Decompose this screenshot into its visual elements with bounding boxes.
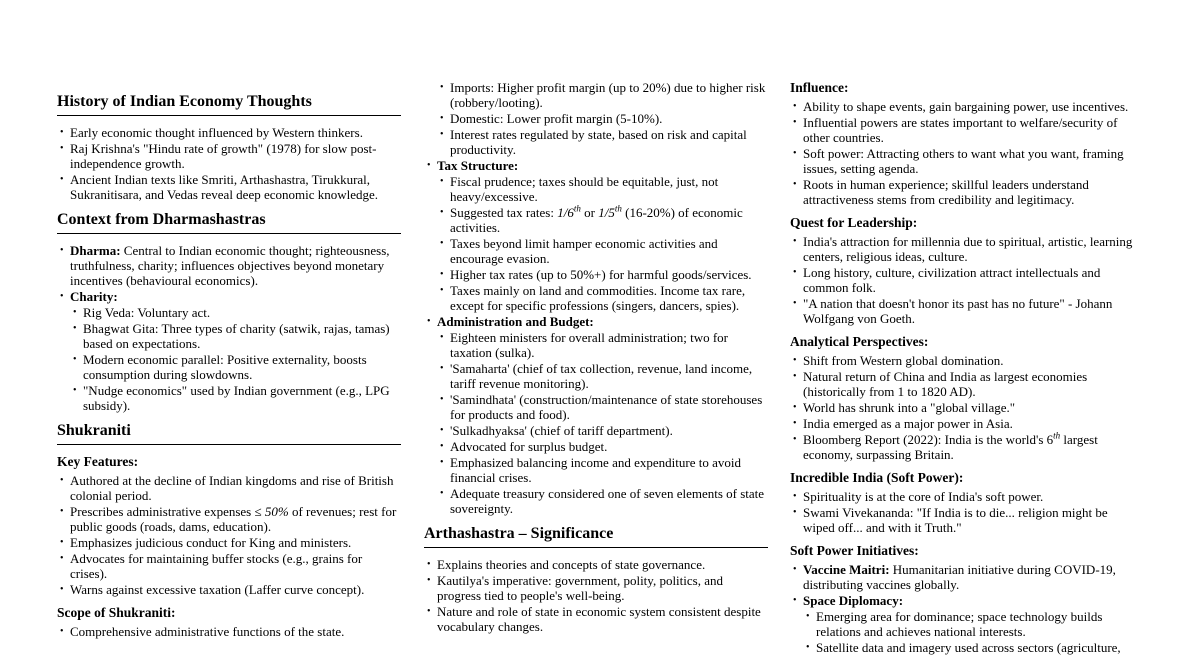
list-item: • 'Sulkadhyaksa' (chief of tariff department). xyxy=(437,423,768,438)
vaccine-text: Humanitarian initiative during COVID-19, distributing vaccines globally. xyxy=(803,562,1116,592)
list-item: • Higher tax rates (up to 50%+) for harmful goods/services. xyxy=(437,267,768,282)
dharma-list xyxy=(57,243,401,413)
list-item: • Kautilya's imperative: government, polity, politics, and progress tied to people's well-being. xyxy=(424,573,768,603)
charity-sublist xyxy=(70,305,401,413)
list-item: • Explains theories and concepts of state governance. xyxy=(424,557,768,572)
column-3 xyxy=(790,80,1136,663)
list-item: • Emphasized balancing income and expenditure to avoid financial crises. xyxy=(437,455,768,485)
dharma-text: Central to Indian economic thought; righteousness, truthfulness, charity; influences objectives beyond monetary incentives (behavioural economics). xyxy=(70,243,390,288)
list-item: • 'Samaharta' (chief of tax collection, revenue, land income, tariff revenue monitoring). xyxy=(437,361,768,391)
list-item: • Shift from Western global domination. xyxy=(790,353,1136,368)
column-2 xyxy=(424,80,768,642)
section-heading-arthashastra: Arthashastra – Significance xyxy=(424,524,768,548)
list-item: • Imports: Higher profit margin (up to 20%) due to higher risk (robbery/looting). xyxy=(437,80,768,110)
list-item: • Comprehensive administrative functions of the state. xyxy=(57,624,401,639)
list-item: • Domestic: Lower profit margin (5-10%). xyxy=(437,111,768,126)
subheading-soft-power: Soft Power Initiatives: xyxy=(790,543,919,558)
list-item: • "A nation that doesn't honor its past has no future" - Johann Wolfgang von Goeth. xyxy=(790,296,1136,326)
math-expression: ≤ 50% xyxy=(254,504,289,519)
section-heading-history: History of Indian Economy Thoughts xyxy=(57,92,401,116)
tax-label: Tax Structure: xyxy=(437,158,519,173)
list-item: • Eighteen ministers for overall administration; two for taxation (sulka). xyxy=(437,330,768,360)
list-item: • Interest rates regulated by state, based on risk and capital productivity. xyxy=(437,127,768,157)
list-item: • Taxes beyond limit hamper economic activities and encourage evasion. xyxy=(437,236,768,266)
list-item: • Advocates for maintaining buffer stocks (e.g., grains for crises). xyxy=(57,551,401,581)
list-item: • India's attraction for millennia due to spiritual, artistic, learning centers, religious ideas, culture. xyxy=(790,234,1136,264)
analytical-list xyxy=(790,353,1136,462)
math-expression: 1/6 xyxy=(557,205,574,220)
list-item-charity xyxy=(57,289,401,413)
list-item: • Rig Veda: Voluntary act. xyxy=(70,305,401,320)
section-heading-shukraniti: Shukraniti xyxy=(57,421,401,445)
list-item: • Bhagwat Gita: Three types of charity (satwik, rajas, tamas) based on expectations. xyxy=(70,321,401,351)
charity-label: Charity: xyxy=(70,289,118,304)
space-label: Space Diplomacy: xyxy=(803,593,904,608)
list-item: • India emerged as a major power in Asia. xyxy=(790,416,1136,431)
list-item: • Swami Vivekananda: "If India is to die... religion might be wiped off... and with it Truth." xyxy=(790,505,1136,535)
list-item-admin xyxy=(424,314,768,516)
superscript: th xyxy=(614,203,622,214)
admin-sublist xyxy=(437,330,768,516)
subheading-scope: Scope of Shukraniti: xyxy=(57,605,176,620)
list-item-space xyxy=(790,593,1136,655)
subheading-influence: Influence: xyxy=(790,80,849,95)
history-list xyxy=(57,125,401,202)
subheading-key-features: Key Features: xyxy=(57,454,139,469)
text-part: Suggested tax rates: xyxy=(450,205,558,220)
incredible-list xyxy=(790,489,1136,535)
list-item: • Emphasizes judicious conduct for King and ministers. xyxy=(57,535,401,550)
list-item xyxy=(57,504,401,534)
text-part: or xyxy=(580,205,599,220)
key-features-list xyxy=(57,473,401,597)
trade-list xyxy=(424,80,768,157)
subheading-analytical: Analytical Perspectives: xyxy=(790,334,929,349)
admin-label: Administration and Budget: xyxy=(437,314,594,329)
list-item: • Ancient Indian texts like Smriti, Arthashastra, Tirukkural, Sukranitisara, and Vedas reveal deep economic knowledge. xyxy=(57,172,401,202)
text-part: Bloomberg Report (2022): India is the world's 6 xyxy=(803,432,1054,447)
soft-power-list xyxy=(790,562,1136,655)
list-item xyxy=(437,205,768,235)
list-item: • Satellite data and imagery used across sectors (agriculture, xyxy=(803,640,1136,655)
list-item: • 'Samindhata' (construction/maintenance of state storehouses for products and food). xyxy=(437,392,768,422)
tax-sublist xyxy=(437,174,768,313)
list-item: • Authored at the decline of Indian kingdoms and rise of British colonial period. xyxy=(57,473,401,503)
text-part: Prescribes administrative expenses xyxy=(70,504,255,519)
list-item: • Modern economic parallel: Positive externality, boosts consumption during slowdowns. xyxy=(70,352,401,382)
list-item: • Advocated for surplus budget. xyxy=(437,439,768,454)
superscript: th xyxy=(573,203,581,214)
list-item: • Soft power: Attracting others to want what you want, framing issues, setting agenda. xyxy=(790,146,1136,176)
list-item: • Raj Krishna's "Hindu rate of growth" (1978) for slow post-independence growth. xyxy=(57,141,401,171)
quest-list xyxy=(790,234,1136,326)
section-heading-dharmashastras: Context from Dharmashastras xyxy=(57,210,401,234)
list-item xyxy=(790,432,1136,462)
vaccine-label: Vaccine Maitri: xyxy=(803,562,890,577)
list-item-vaccine xyxy=(790,562,1136,592)
list-item: • Roots in human experience; skillful leaders understand attractiveness stems from credibility and legitimacy. xyxy=(790,177,1136,207)
subheading-quest: Quest for Leadership: xyxy=(790,215,918,230)
scope-list xyxy=(57,624,401,639)
list-item-tax xyxy=(424,158,768,313)
column-1 xyxy=(57,92,401,647)
list-item: • Influential powers are states important to welfare/security of other countries. xyxy=(790,115,1136,145)
arthashastra-list xyxy=(424,557,768,634)
list-item: • World has shrunk into a "global village." xyxy=(790,400,1136,415)
math-expression: 1/5 xyxy=(598,205,615,220)
text-part: of revenues; rest for public goods (roads, dams, education). xyxy=(70,504,397,534)
text-part: (16-20%) of economic activities. xyxy=(450,205,743,235)
list-item: • Nature and role of state in economic system consistent despite vocabulary changes. xyxy=(424,604,768,634)
list-item: • Warns against excessive taxation (Laffer curve concept). xyxy=(57,582,401,597)
list-item: • Fiscal prudence; taxes should be equitable, just, not heavy/excessive. xyxy=(437,174,768,204)
superscript: th xyxy=(1053,430,1061,441)
dharma-label: Dharma: xyxy=(70,243,121,258)
list-item: • Natural return of China and India as largest economies (historically from 1 to 1820 AD). xyxy=(790,369,1136,399)
list-item: • "Nudge economics" used by Indian government (e.g., LPG subsidy). xyxy=(70,383,401,413)
space-sublist xyxy=(803,609,1136,655)
list-item: • Emerging area for dominance; space technology builds relations and achieves national interests. xyxy=(803,609,1136,639)
list-item: • Long history, culture, civilization attract intellectuals and common folk. xyxy=(790,265,1136,295)
list-item: • Spirituality is at the core of India's soft power. xyxy=(790,489,1136,504)
text-part: largest economy, surpassing Britain. xyxy=(803,432,1098,462)
policy-list xyxy=(424,158,768,516)
list-item: • Early economic thought influenced by Western thinkers. xyxy=(57,125,401,140)
list-item: • Taxes mainly on land and commodities. Income tax rare, except for specific professions (singers, dancers, spies). xyxy=(437,283,768,313)
influence-list xyxy=(790,99,1136,207)
subheading-incredible-india: Incredible India (Soft Power): xyxy=(790,470,964,485)
list-item: • Adequate treasury considered one of seven elements of state sovereignty. xyxy=(437,486,768,516)
list-item-dharma xyxy=(57,243,401,288)
list-item: • Ability to shape events, gain bargaining power, use incentives. xyxy=(790,99,1136,114)
